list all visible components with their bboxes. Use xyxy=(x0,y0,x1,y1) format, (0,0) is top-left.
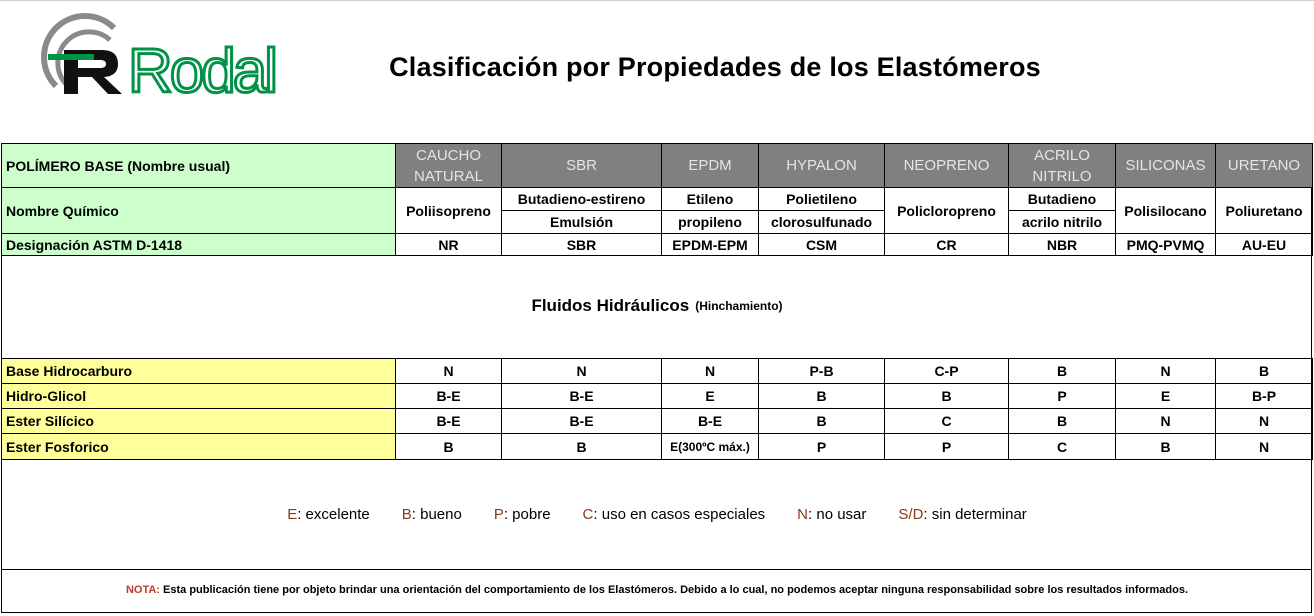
row-astm xyxy=(2,234,1313,256)
footnote-text: Esta publicación tiene por objeto brindar una orientación del comportamiento de los Elastómeros. Debido a lo cual, no podemos aceptar ninguna responsabilidad sobre los resultados informados. xyxy=(159,584,1189,596)
table-row xyxy=(2,359,1313,384)
chemical-name-cell xyxy=(662,188,759,234)
chemical-name-line1: Butadieno-estireno xyxy=(517,191,646,207)
header-table xyxy=(1,143,1313,256)
chemical-name-line1: Polisilocano xyxy=(1124,202,1207,219)
table-row xyxy=(2,384,1313,409)
row-quimico xyxy=(2,188,1313,234)
footnote-label: NOTA: xyxy=(125,584,160,596)
chemical-name-line2: propileno xyxy=(662,210,758,233)
page-title: Clasificación por Propiedades de los Elastómeros xyxy=(389,52,1041,82)
rating-cell: C xyxy=(885,409,1009,434)
astm-label: Designación ASTM D-1418 xyxy=(2,234,396,256)
rating-cell: B xyxy=(1116,434,1216,460)
astm-code-cell: NBR xyxy=(1009,234,1116,256)
polimero-label: POLÍMERO BASE (Nombre usual) xyxy=(2,144,396,188)
legend-code: N xyxy=(797,505,809,523)
chemical-name-line2: acrilo nitrilo xyxy=(1009,210,1115,233)
astm-code-cell: CSM xyxy=(759,234,885,256)
chemical-name-cell xyxy=(396,188,502,234)
brand-wordmark: Rodal xyxy=(128,37,275,106)
legend-item xyxy=(797,506,866,523)
rating-cell: B xyxy=(759,409,885,434)
astm-code-cell: SBR xyxy=(502,234,662,256)
table-row xyxy=(2,409,1313,434)
astm-code-cell: PMQ-PVMQ xyxy=(1116,234,1216,256)
rating-cell: E(300ºC máx.) xyxy=(662,434,759,460)
note-separator xyxy=(2,569,1312,570)
column-header: ACRILO NITRILO xyxy=(1009,144,1116,188)
quimico-label: Nombre Químico xyxy=(2,188,396,234)
rating-cell: N xyxy=(662,359,759,384)
chemical-name-line1: Polietileno xyxy=(786,191,857,207)
chemical-name-line1: Etileno xyxy=(686,191,734,207)
legend-item xyxy=(287,506,370,523)
table-row xyxy=(2,434,1313,460)
legend-code: P xyxy=(493,505,504,523)
fluid-label: Base Hidrocarburo xyxy=(2,359,396,384)
section-title: Fluidos Hidráulicos xyxy=(531,296,690,315)
column-header: HYPALON xyxy=(759,144,885,188)
legend-text: : sin determinar xyxy=(923,505,1027,523)
chemical-name-cell xyxy=(1009,188,1116,234)
chemical-name-cell xyxy=(1116,188,1216,234)
rating-cell: N xyxy=(396,359,502,384)
rating-cell: B-E xyxy=(396,409,502,434)
column-header: EPDM xyxy=(662,144,759,188)
top-border xyxy=(0,0,1314,1)
section-heading xyxy=(2,254,1312,358)
rating-cell: B-E xyxy=(502,384,662,409)
chemical-name-line1: Policloropreno xyxy=(897,202,996,219)
fluid-label: Ester Fosforico xyxy=(2,434,396,460)
astm-code-cell: CR xyxy=(885,234,1009,256)
rating-cell: P-B xyxy=(759,359,885,384)
rating-cell: C xyxy=(1009,434,1116,460)
rating-cell: B-E xyxy=(396,384,502,409)
rating-cell: N xyxy=(502,359,662,384)
chemical-name-line1: Butadieno xyxy=(1027,191,1097,207)
fluid-label: Hidro-Glicol xyxy=(2,384,396,409)
column-header: URETANO xyxy=(1216,144,1313,188)
rating-cell: B xyxy=(1216,359,1313,384)
column-header: NEOPRENO xyxy=(885,144,1009,188)
chemical-name-line2: Emulsión xyxy=(502,210,661,233)
rating-cell: N xyxy=(1216,409,1313,434)
rating-cell: N xyxy=(1116,359,1216,384)
astm-code-cell: EPDM-EPM xyxy=(662,234,759,256)
chemical-name-cell xyxy=(885,188,1009,234)
section-note: (Hinchamiento) xyxy=(695,299,783,313)
rating-cell: N xyxy=(1216,434,1313,460)
rating-cell: E xyxy=(1116,384,1216,409)
chemical-name-line1: Poliisopreno xyxy=(406,202,491,219)
legend-code: E xyxy=(287,505,298,523)
fluid-table xyxy=(1,358,1313,460)
legend-code: S/D xyxy=(898,505,924,523)
legend-item xyxy=(898,506,1026,523)
rating-cell: B xyxy=(1009,359,1116,384)
rating-cell: B-P xyxy=(1216,384,1313,409)
legend-item xyxy=(494,506,551,523)
column-header: CAUCHO NATURAL xyxy=(396,144,502,188)
rating-cell: B-E xyxy=(662,409,759,434)
row-polimero xyxy=(2,144,1313,188)
rating-cell: P xyxy=(885,434,1009,460)
footnote xyxy=(2,584,1312,596)
legend-text: : pobre xyxy=(503,505,551,523)
fluid-label: Ester Silícico xyxy=(2,409,396,434)
rating-cell: N xyxy=(1116,409,1216,434)
legend-item xyxy=(583,506,766,523)
rating-cell: C-P xyxy=(885,359,1009,384)
column-header: SILICONAS xyxy=(1116,144,1216,188)
column-header: SBR xyxy=(502,144,662,188)
rating-cell: B xyxy=(885,384,1009,409)
astm-code-cell: NR xyxy=(396,234,502,256)
rating-cell: B xyxy=(1009,409,1116,434)
rating-cell: B xyxy=(502,434,662,460)
legend-code: C xyxy=(582,505,594,523)
rodal-logo xyxy=(44,20,275,106)
chemical-name-cell xyxy=(759,188,885,234)
legend-text: : uso en casos especiales xyxy=(593,505,766,523)
chemical-name-cell xyxy=(502,188,662,234)
rating-cell: B xyxy=(759,384,885,409)
legend-text: : no usar xyxy=(808,505,867,523)
legend-text: : excelente xyxy=(297,505,370,523)
legend-code: B xyxy=(401,505,412,523)
legend xyxy=(2,458,1312,570)
rating-cell: P xyxy=(1009,384,1116,409)
rating-cell: B xyxy=(396,434,502,460)
chemical-name-cell xyxy=(1216,188,1313,234)
rating-cell: B-E xyxy=(502,409,662,434)
chemical-name-line1: Poliuretano xyxy=(1225,202,1303,219)
rating-cell: E xyxy=(662,384,759,409)
legend-item xyxy=(402,506,462,523)
chemical-name-line2: clorosulfunado xyxy=(759,210,884,233)
legend-text: : bueno xyxy=(411,505,462,523)
astm-code-cell: AU-EU xyxy=(1216,234,1313,256)
rating-cell: P xyxy=(759,434,885,460)
